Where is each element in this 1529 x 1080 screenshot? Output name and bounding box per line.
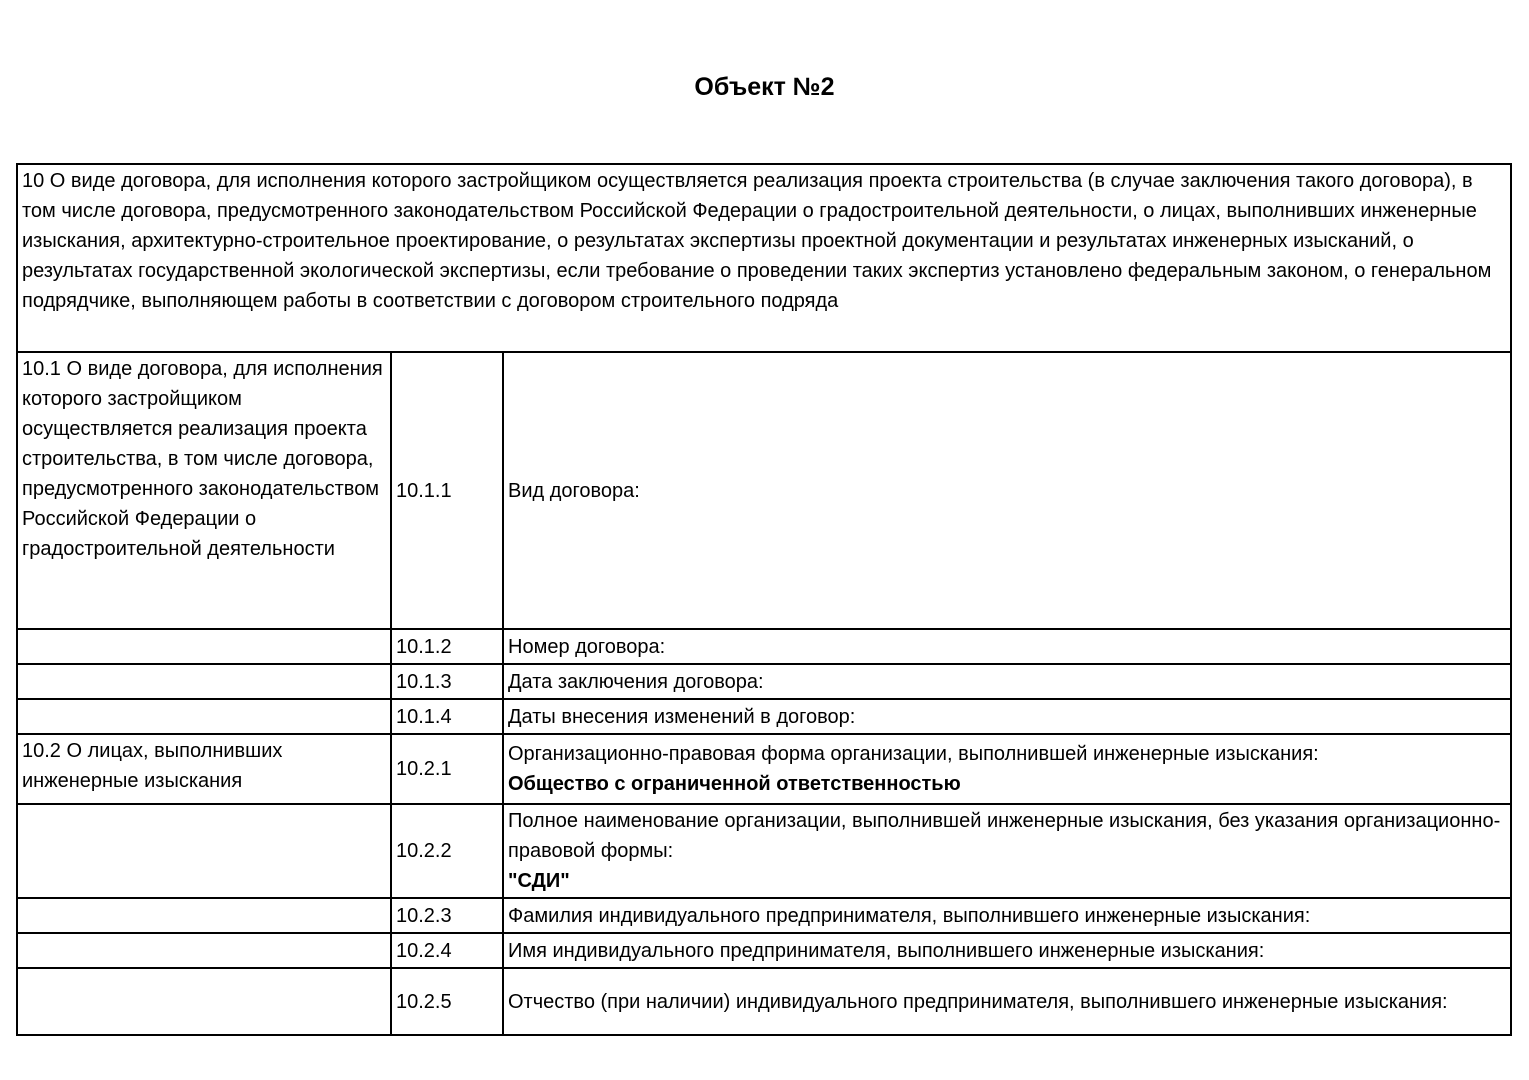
page-title: Объект №2 [694,73,835,101]
section-cell [17,804,391,898]
table-row-10-1-1 [17,352,1511,629]
label-cell [503,933,1511,968]
field-value: "СДИ" [508,870,570,892]
section-cell [17,933,391,968]
field-label: Отчество (при наличии) индивидуального предпринимателя, выполнившего инженерные изыскания: [508,990,1448,1013]
field-label: Дата заключения договора: [508,670,764,693]
table-row-10-1-3 [17,664,1511,699]
field-value: Общество с ограниченной ответственностью [508,773,961,795]
code-cell: 10.1.2 [391,629,503,664]
table-row-10-1-2 [17,629,1511,664]
label-cell [503,629,1511,664]
field-label: Полное наименование организации, выполнившей инженерные изыскания, без указания организационно-правовой формы: [508,810,1501,862]
section-cell [17,629,391,664]
field-label: Вид договора: [508,479,640,502]
table-row-10-1-4 [17,699,1511,734]
section-cell: 10.2 О лицах, выполнивших инженерные изыскания [17,734,391,804]
section-cell: 10.1 О виде договора, для исполнения которого застройщиком осуществляется реализация проекта строительства, в том числе договора, предусмотренного законодательством Российской Федерации о градостроительной деятельности [17,352,391,629]
label-cell [503,352,1511,629]
section-cell [17,664,391,699]
section-cell [17,699,391,734]
code-cell: 10.1.4 [391,699,503,734]
code-cell: 10.1.1 [391,352,503,629]
label-cell [503,664,1511,699]
field-label: Организационно-правовая форма организации, выполнившей инженерные изыскания: [508,743,1319,765]
code-cell: 10.2.1 [391,734,503,804]
field-label: Имя индивидуального предпринимателя, выполнившего инженерные изыскания: [508,939,1265,962]
section-10-header-text: 10 О виде договора, для исполнения которого застройщиком осуществляется реализация проекта строительства (в случае заключения такого договора), в том числе договора, предусмотренного законодательством Российской Федерации о градостроительной деятельности, о лицах, выполнивших инженерные изыскания, архитектурно-строительное проектирование, о результатах экспертизы проектной документации и результатах инженерных изысканий, о результатах государственной экологической экспертизы, если требование о проведении таких экспертиз установлено федеральным законом, о генеральном подрядчике, выполняющем работы в соответствии с договором строительного подряда [17,164,1511,352]
code-cell: 10.2.5 [391,968,503,1035]
table-row-10-2-2 [17,804,1511,898]
declaration-table [16,163,1512,1036]
table-row-10-2-5 [17,968,1511,1035]
field-label: Фамилия индивидуального предпринимателя, выполнившего инженерные изыскания: [508,904,1311,927]
label-cell [503,734,1511,804]
table-row-10-2-3 [17,898,1511,933]
label-cell [503,804,1511,898]
code-cell: 10.1.3 [391,664,503,699]
field-label: Номер договора: [508,635,666,658]
section-10-header-row [17,164,1511,352]
code-cell: 10.2.3 [391,898,503,933]
table-row-10-2-1 [17,734,1511,804]
label-cell [503,699,1511,734]
field-label: Даты внесения изменений в договор: [508,705,856,728]
code-cell: 10.2.4 [391,933,503,968]
code-cell: 10.2.2 [391,804,503,898]
section-cell [17,968,391,1035]
table-row-10-2-4 [17,933,1511,968]
label-cell [503,898,1511,933]
label-cell [503,968,1511,1035]
section-cell [17,898,391,933]
